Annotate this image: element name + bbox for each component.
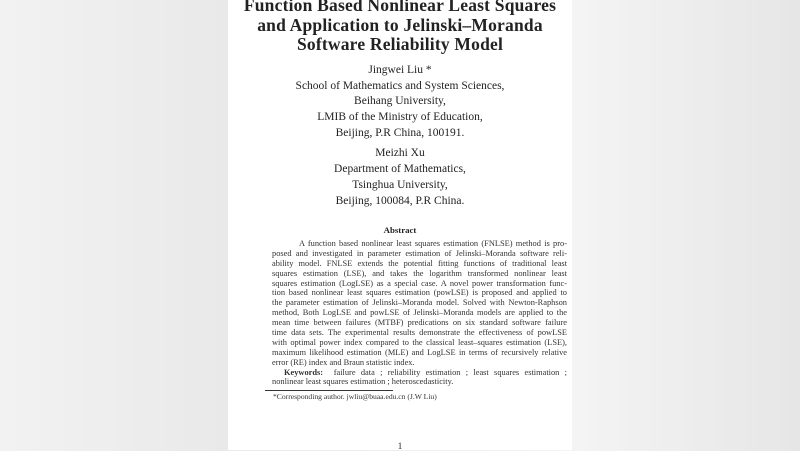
affiliation-line: Beijing, 100084, P.R China. (335, 195, 465, 207)
affiliation-line: School of Mathematics and System Sciences, (295, 80, 505, 92)
affiliation-line: Tsinghua University, (352, 179, 448, 191)
title-line: Function Based Nonlinear Least Squares (243, 0, 557, 15)
keywords-line: nonlinear least squares estimation ; heteroscedasticity. (272, 377, 454, 387)
keywords-text: failure data ; reliability estimation ; least squares estimation ; (333, 367, 567, 377)
paper-page (228, 0, 572, 450)
footnote-rule (265, 390, 393, 391)
author-name: Meizhi Xu (375, 147, 425, 159)
abstract-line: squares estimation (LSE), and takes the logarithm transformed nonlinear least (272, 268, 567, 278)
abstract-line: with optimal power index compared to the classical least–squares estimation (LSE), (272, 337, 567, 347)
affiliation-line: Department of Mathematics, (334, 163, 466, 175)
abstract-line: mean time between failures (MTBF) predications on six standard software failure (272, 318, 567, 328)
affiliation-line: Beihang University, (354, 95, 446, 107)
footnote: *Corresponding author. jwliu@buaa.edu.cn (J.W Liu) (273, 392, 437, 401)
affiliation-line: LMIB of the Ministry of Education, (317, 111, 483, 123)
abstract-body (272, 239, 567, 387)
author-name: Jingwei Liu * (368, 64, 432, 76)
abstract-line: maximum likelihood estimation (MLE) and LogLSE in terms of recursively relative (272, 347, 567, 357)
abstract-line: the parameter estimation of Jelinski–Moranda model. Solved with Newton-Raphson (272, 298, 567, 308)
keywords-line (272, 368, 567, 378)
abstract-line: posed and investigated in parameter estimation of Jelinski–Moranda software reli- (272, 248, 567, 258)
page-number: 1 (397, 441, 403, 451)
keywords-label: Keywords: (284, 367, 324, 377)
abstract-heading: Abstract (383, 225, 417, 235)
title-line: and Application to Jelinski–Moranda (257, 15, 543, 35)
abstract-line: tion based nonlinear least squares estimation (powLSE) is proposed and applied to (272, 288, 567, 298)
title-line: Software Reliability Model (296, 34, 504, 54)
abstract-line: time data sets. The experimental results demonstrate the effectiveness of powLSE (272, 328, 567, 338)
affiliation-line: Beijing, P.R China, 100191. (335, 127, 465, 139)
abstract-line: method, Both LogLSE and powLSE of Jelinski–Moranda models are applied to the (272, 308, 567, 318)
abstract-line: squares estimation (LogLSE) as a special case. A novel power transformation func- (272, 278, 567, 288)
abstract-line: A function based nonlinear least squares estimation (FNLSE) method is pro- (299, 239, 567, 248)
abstract-line: error (RE) index and Braun statistic index. (272, 357, 415, 367)
abstract-line: ability model. FNLSE extends the potential fitting functions of traditional least (272, 258, 567, 268)
